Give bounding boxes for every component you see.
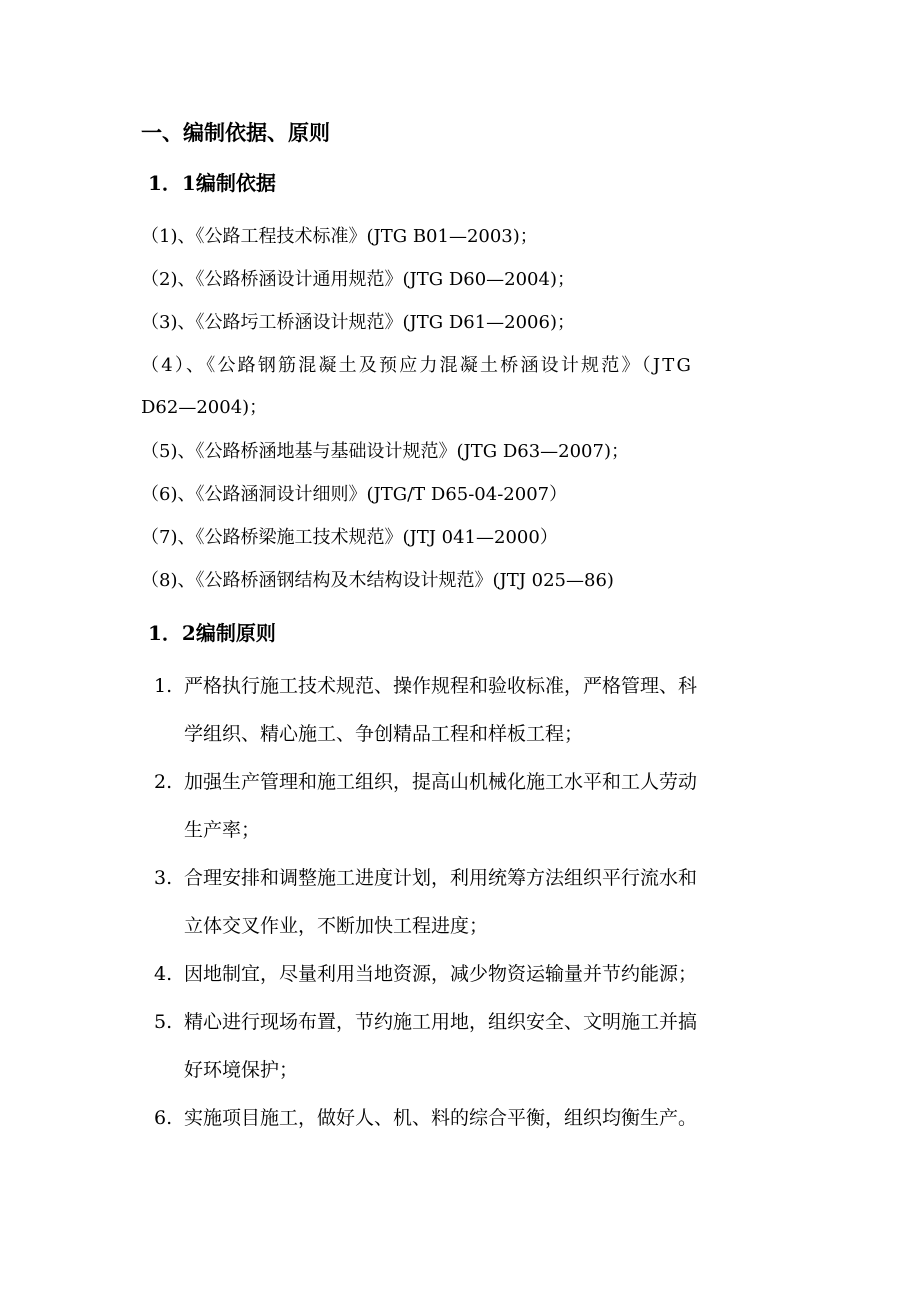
principle-number: 4. xyxy=(154,963,173,985)
main-heading: 一、编制依据、原则 xyxy=(141,120,330,145)
principle-text-cont: 学组织、精心施工、争创精品工程和样板工程； xyxy=(184,723,584,745)
principle-number: 2. xyxy=(154,771,173,793)
principle-number: 3. xyxy=(154,867,173,889)
principle-item xyxy=(150,1094,790,1142)
principle-item xyxy=(150,662,790,758)
principle-text: 因地制宜，尽量利用当地资源，减少物资运输量并节约能源； xyxy=(184,963,698,985)
reference-line: （4）、《公路钢筋混凝土及预应力混凝土桥涵设计规范》（JTG xyxy=(141,355,694,376)
principle-number: 1. xyxy=(154,675,173,697)
reference-item-wrapped xyxy=(141,345,786,429)
principle-text: 实施项目施工，做好人、机、料的综合平衡，组织均衡生产。 xyxy=(184,1107,698,1129)
principle-text: 严格执行施工技术规范、操作规程和验收标准，严格管理、科 xyxy=(184,675,698,697)
reference-item: （8)、《公路桥涵钢结构及木结构设计规范》(JTJ 025—86) xyxy=(141,570,614,591)
section-heading-principles: 1．2编制原则 xyxy=(148,621,276,645)
principle-number: 6. xyxy=(154,1107,173,1129)
principle-item xyxy=(150,950,790,998)
reference-item: （3)、《公路圬工桥涵设计规范》(JTG D61—2006)； xyxy=(141,312,575,333)
principle-text-cont: 立体交叉作业，不断加快工程进度； xyxy=(184,915,489,937)
reference-line: D62—2004)； xyxy=(141,397,268,418)
reference-item: （1)、《公路工程技术标准》(JTG B01—2003)； xyxy=(141,226,538,247)
reference-item: （5)、《公路桥涵地基与基础设计规范》(JTG D63—2007)； xyxy=(141,441,629,462)
reference-item: （6)、《公路涵洞设计细则》(JTG/T D65-04-2007） xyxy=(141,484,568,505)
principle-item xyxy=(150,854,790,950)
principle-text-cont: 生产率； xyxy=(184,819,261,841)
section-heading-basis: 1．1编制依据 xyxy=(148,171,276,195)
principle-text: 合理安排和调整施工进度计划，利用统筹方法组织平行流水和 xyxy=(184,867,698,889)
reference-item: （7)、《公路桥梁施工技术规范》(JTJ 041—2000） xyxy=(141,527,558,548)
principle-text-cont: 好环境保护； xyxy=(184,1059,299,1081)
reference-item: （2)、《公路桥涵设计通用规范》(JTG D60—2004)； xyxy=(141,269,575,290)
principle-text: 精心进行现场布置，节约施工用地，组织安全、文明施工并搞 xyxy=(184,1011,698,1033)
principle-item xyxy=(150,998,790,1094)
principle-text: 加强生产管理和施工组织，提高山机械化施工水平和工人劳动 xyxy=(184,771,698,793)
principle-number: 5. xyxy=(154,1011,173,1033)
principle-item xyxy=(150,758,790,854)
